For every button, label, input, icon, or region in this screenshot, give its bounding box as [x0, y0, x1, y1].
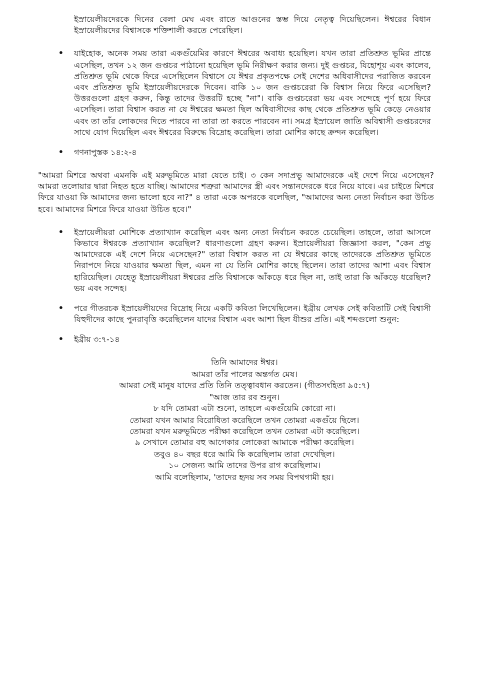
bullet-paragraph-psalmist: • পরে গীতরচক ইস্রায়েলীয়দের বিদ্রোহ নিয়ে একটি কবিতা লিখেছিলেন। ইব্রীয় লেখক সেই কবিতাটি সেই বিশ্বাসী যিহুদীদের কাছে পুনরাবৃত্তি করেছিলেন যাদের বিশ্বাস এবং আশা ছিল যীশুর প্রতি। এই শব্দগুলো শুনুন: — [58, 303, 431, 325]
poem-line: তবুও ৪০ বছর ধরে আমি কি করেছিলাম তারা দেখেছিল। — [154, 448, 335, 459]
poem-line: "আজ তার রব শুনুন। — [209, 391, 280, 402]
poem-line: ৮ যদি তোমরা এটা শুনো, তাহলে একগুঁয়েমি কোরো না। — [153, 403, 336, 414]
poem-block — [58, 357, 431, 482]
poem-line: আমি বলেছিলাম, 'তাদের হৃদয় সব সময় বিপথগামী হয়। — [155, 471, 334, 482]
scripture-quote: "আমরা মিশরে অথবা এমনকি এই মরুভূমিতে মারা যেতে চাই। ৩ কেন সদাপ্রভু আমাদেরকে এই দেশে নিয়ে এসেছেন? আমরা তলোয়ার দ্বারা নিহত হতে যাচ্ছি। আমাদের শত্রুরা আমাদের স্ত্রী এবং সন্তানদেরকে ধরে নিয়ে যাবে। এর চাইতে মিশরে ফিরে যাওয়া কি আমাদের জন্য ভালো হবে না?" ৪ তারা একে অপরকে বলেছিল, "আমাদের অন্য নেতা নির্বাচন করা উচিত হবে। আমাদের মিশরে ফিরে যাওয়া উচিত হবে।" — [38, 170, 434, 214]
intro-paragraph: ইস্রায়েলীয়দেরকে দিনের বেলা মেঘ এবং রাতে আগুনের স্তম্ভ দিয়ে নেতৃত্ব দিয়েছিলেন। ঈশ্বরের বিধান ইস্রায়েলীয়দের বিশ্বাসকে শক্তিশালী করতে পেরেছিল। — [74, 14, 431, 36]
scripture-reference-hebrews: • ইব্রীয় ৩:৭-১৪ — [58, 334, 431, 345]
poem-line: আমরা তাঁর পালের অন্তর্গত মেষ। — [191, 368, 298, 379]
bullet-paragraph-rejection: • ইস্রায়েলীয়রা মোশিকে প্রত্যাখ্যান করেছিল এবং অন্য নেতা নির্বাচন করতে চেয়েছিল। তাহলে, তারা আসলে কিভাবে ঈশ্বরকে প্রত্যাখ্যান করেছিল? ধারণাগুলো গ্রহণ করুন। ইস্রায়েলীয়রা জিজ্ঞাসা করল, "কেন প্রভু আমাদেরকে এই দেশে নিয়ে এসেছেন?" তারা বিশ্বাস করত না যে ঈশ্বরের কাছে তাদেরকে প্রতিশ্রুত ভূমিতে নিরাপদে নিয়ে যাওয়ার ক্ষমতা ছিল, এমন না যে তিনি মোশির কাছে ছিলেন। তারা তাদের আশা এবং বিশ্বাস হারিয়েছিল। যেহেতু ইস্রায়েলীয়রা ঈশ্বরের প্রতি বিশ্বাসকে আঁকড়ে ধরে ছিল না, তাই তারা কি আঁকড়ে ধরেছিল? ভয় এবং সন্দেহ। — [58, 227, 431, 294]
poem-line: আমরা সেই মানুষ যাদের প্রতি তিনি তত্ত্বাবধান করতেন। (গীতসংহিতা ৯৫:৭) — [119, 380, 370, 391]
bullet-paragraph-spies: • যাইহোক, অনেক সময় তারা একগুঁয়েমির কারণে ঈশ্বরের অবাধ্য হয়েছিল। যখন তারা প্রতিশ্রুত ভূমির প্রান্তে এসেছিল, তখন ১২ জন গুপ্তচর পাঠানো হয়েছিল ভূমি নিরীক্ষণ করার জন্য। দুই গুপ্তচর, যিহোশূয় এবং কালেব, প্রতিশ্রুত ভূমি থেকে ফিরে এসেছিলেন বিশ্বাসে যে ঈশ্বর প্রকৃতপক্ষে সেই দেশের অধিবাসীদের পরাজিত করবেন এবং প্রতিশ্রুত ভূমি ইস্রায়েলীয়দেরকে দিবেন। বাকি ১০ জন গুপ্তচরেরা কি বিশ্বাস নিয়ে ফিরে এসেছিল? উত্তরগুলো গ্রহণ করুন, কিন্তু তাদের উত্তরটি হচ্ছে "না"। বাকি গুপ্তচরেরা ভয় এবং সন্দেহে পূর্ণ হয়ে ফিরে এসেছিল। তারা বিশ্বাস করত না যে ঈশ্বরের ক্ষমতা ছিল অধিবাসীদের কাছ থেকে প্রতিশ্রুত ভূমি কেড়ে নেওয়ার এবং তা তাঁর লোকদের দিতে পারবে না তারা তা করতে পারবেন না। সমগ্র ইস্রায়েল জাতি অবিশ্বাসী গুপ্তচরদের সাথে যোগ দিয়েছিল এবং ঈশ্বরের বিরুদ্ধে বিদ্রোহ করেছিল। তারা মোশির কাছে ক্রন্দন করেছিল। — [58, 48, 431, 138]
scripture-reference-numbers: • গণনাপুস্তক ১৪:২-৪ — [58, 147, 431, 158]
poem-line: ১০ সেজন্য আমি তাদের উপর রাগ করেছিলাম। — [168, 460, 321, 471]
poem-line: ৯ সেখানে তোমার বহু আগেকার লোকেরা আমাকে পরীক্ষা করেছিল। — [134, 437, 355, 448]
poem-line: তোমরা যখন আমার বিরোধিতা করেছিলে তখন তোমরা একগুঁয়ে ছিলে। — [129, 414, 360, 425]
poem-line: তিনি আমাদের ঈশ্বর। — [211, 357, 278, 368]
poem-line: তোমরা যখন মরুভূমিতে পরীক্ষা করেছিলে তখন তোমরা এটা করেছিলে। — [129, 425, 360, 436]
